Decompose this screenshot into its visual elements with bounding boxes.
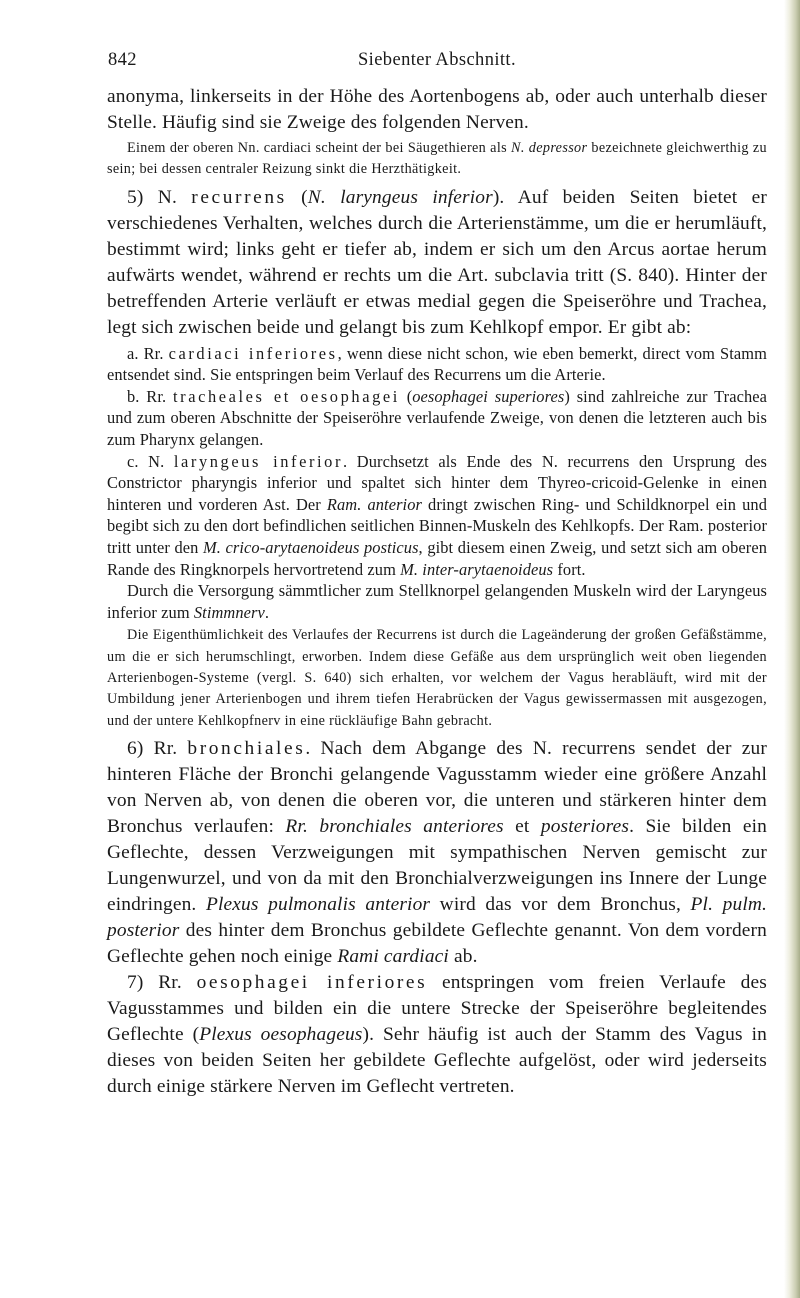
page-header xyxy=(107,48,767,84)
section-7-oesophagei: 7) Rr. oesophagei inferiores entspringen vom freien Verlaufe des Vagusstammes und bilden ein die untere Strecke der Speiseröhre begleitendes Geflechte (Plexus oesophageus). Sehr häufig ist auch der Stamm des Vagus in dieses von beiden Seiten her gebildete Geflechte aufgelöst, oder wird jederseits durch einige stärkere Nerven im Geflecht vertreten. xyxy=(107,971,767,1097)
running-title: Siebenter Abschnitt. xyxy=(357,50,517,70)
section-5b-tracheales: b. Rr. tracheales et oesophagei (oesophagei superiores) sind zahlreiche zur Trachea und zum oberen Abschnitte der Speiseröhre verlaufende Zweige, von denen die letzteren auch bis zum Pharynx gelangen. xyxy=(107,386,767,449)
section-5-recurrens: 5) N. recurrens (N. laryngeus inferior). Auf beiden Seiten bietet er verschiedenes Verhalten, welches durch die Arterienstämme, um die er herumläuft, bestimmt wird; links geht er tiefer ab, indem er sich um den Arcus aortae herum aufwärts wendet, während er rechts um die Art. subclavia tritt (S. 840). Hinter der betreffenden Arterie verläuft er etwas medial gegen die Speiseröhre und Trachea, legt sich zwischen beide und gelangt bis zum Kehlkopf empor. Er gibt ab: xyxy=(107,186,767,338)
page-edge-shadow xyxy=(784,0,800,1298)
book-page xyxy=(107,48,767,1100)
section-5a-cardiaci: a. Rr. cardiaci inferiores, wenn diese nicht schon, wie eben bemerkt, direct vom Stamm entsendet sind. Sie entspringen beim Verlauf des Recurrens um die Arterie. xyxy=(107,343,767,385)
section-5d-stimmnerv: Durch die Versorgung sämmtlicher zum Stellknorpel gelangenden Muskeln wird der Laryngeus inferior zum Stimmnerv. xyxy=(107,581,767,622)
footnote-depressor: Einem der oberen Nn. cardiaci scheint der bei Säugethieren als N. depressor bezeichnete gleichwerthig zu sein; bei dessen centraler Reizung sinkt die Herzthätigkeit. xyxy=(107,140,767,178)
section-6-bronchiales: 6) Rr. bronchiales. Nach dem Abgange des N. recurrens sendet der zur hinteren Fläche der Bronchi gelangende Vagusstamm wieder eine größere Anzahl von Nerven ab, von denen die oberen vor, die unteren und stärkeren hinter dem Bronchus verlaufen: Rr. bronchiales anteriores et posteriores. Sie bilden ein Geflechte, dessen Verzweigungen mit sympathischen Nerven gemischt zur Lungenwurzel, und von da mit den Bronchialverzweigungen ins Innere der Lunge eindringen. Plexus pulmonalis anterior wird das vor dem Bronchus, Pl. pulm. posterior des hinter dem Bronchus gebildete Geflechte genannt. Von dem vordern Geflechte gehen noch einige Rami cardiaci ab. xyxy=(107,737,768,967)
section-5c-laryngeus: c. N. laryngeus inferior. Durchsetzt als Ende des N. recurrens den Ursprung des Constrictor pharyngis inferior und spaltet sich hinter dem Thyreo-cricoid-Gelenke in einen hinteren und vorderen Ast. Der Ram. anterior dringt zwischen Ring- und Schildknorpel ein und begibt sich zu den dort befindlichen seitlichen Binnen-Muskeln des Kehlkopfs. Der Ram. posterior tritt unter den M. crico-arytaenoideus posticus, gibt diesem einen Zweig, und setzt sich am oberen Rande des Ringknorpels hervortretend zum M. inter-arytaenoideus fort. xyxy=(107,451,767,579)
paragraph-intro: anonyma, linkerseits in der Höhe des Aortenbogens ab, oder auch unterhalb dieser Stelle. Häufig sind sie Zweige des folgenden Nerven. xyxy=(107,86,767,133)
footnote-recurrens: Die Eigenthümlichkeit des Verlaufes der Recurrens ist durch die Lageänderung der großen Gefäßstämme, um die er sich herumschlingt, erworben. Indem diese Gefäße aus dem ursprünglich weit oben liegenden Arterienbogen-Systeme (vergl. S. 640) sich erhalten, vor welchem der Vagus herabläuft, wird mit der Umbildung jener Arterienbogen und ihrem tiefen Herabrücken der Vagus gewissermassen mit ausgezogen, und der untere Kehlkopfnerv in eine rückläufige Bahn gebracht. xyxy=(107,627,767,729)
page-number: 842 xyxy=(108,50,137,70)
